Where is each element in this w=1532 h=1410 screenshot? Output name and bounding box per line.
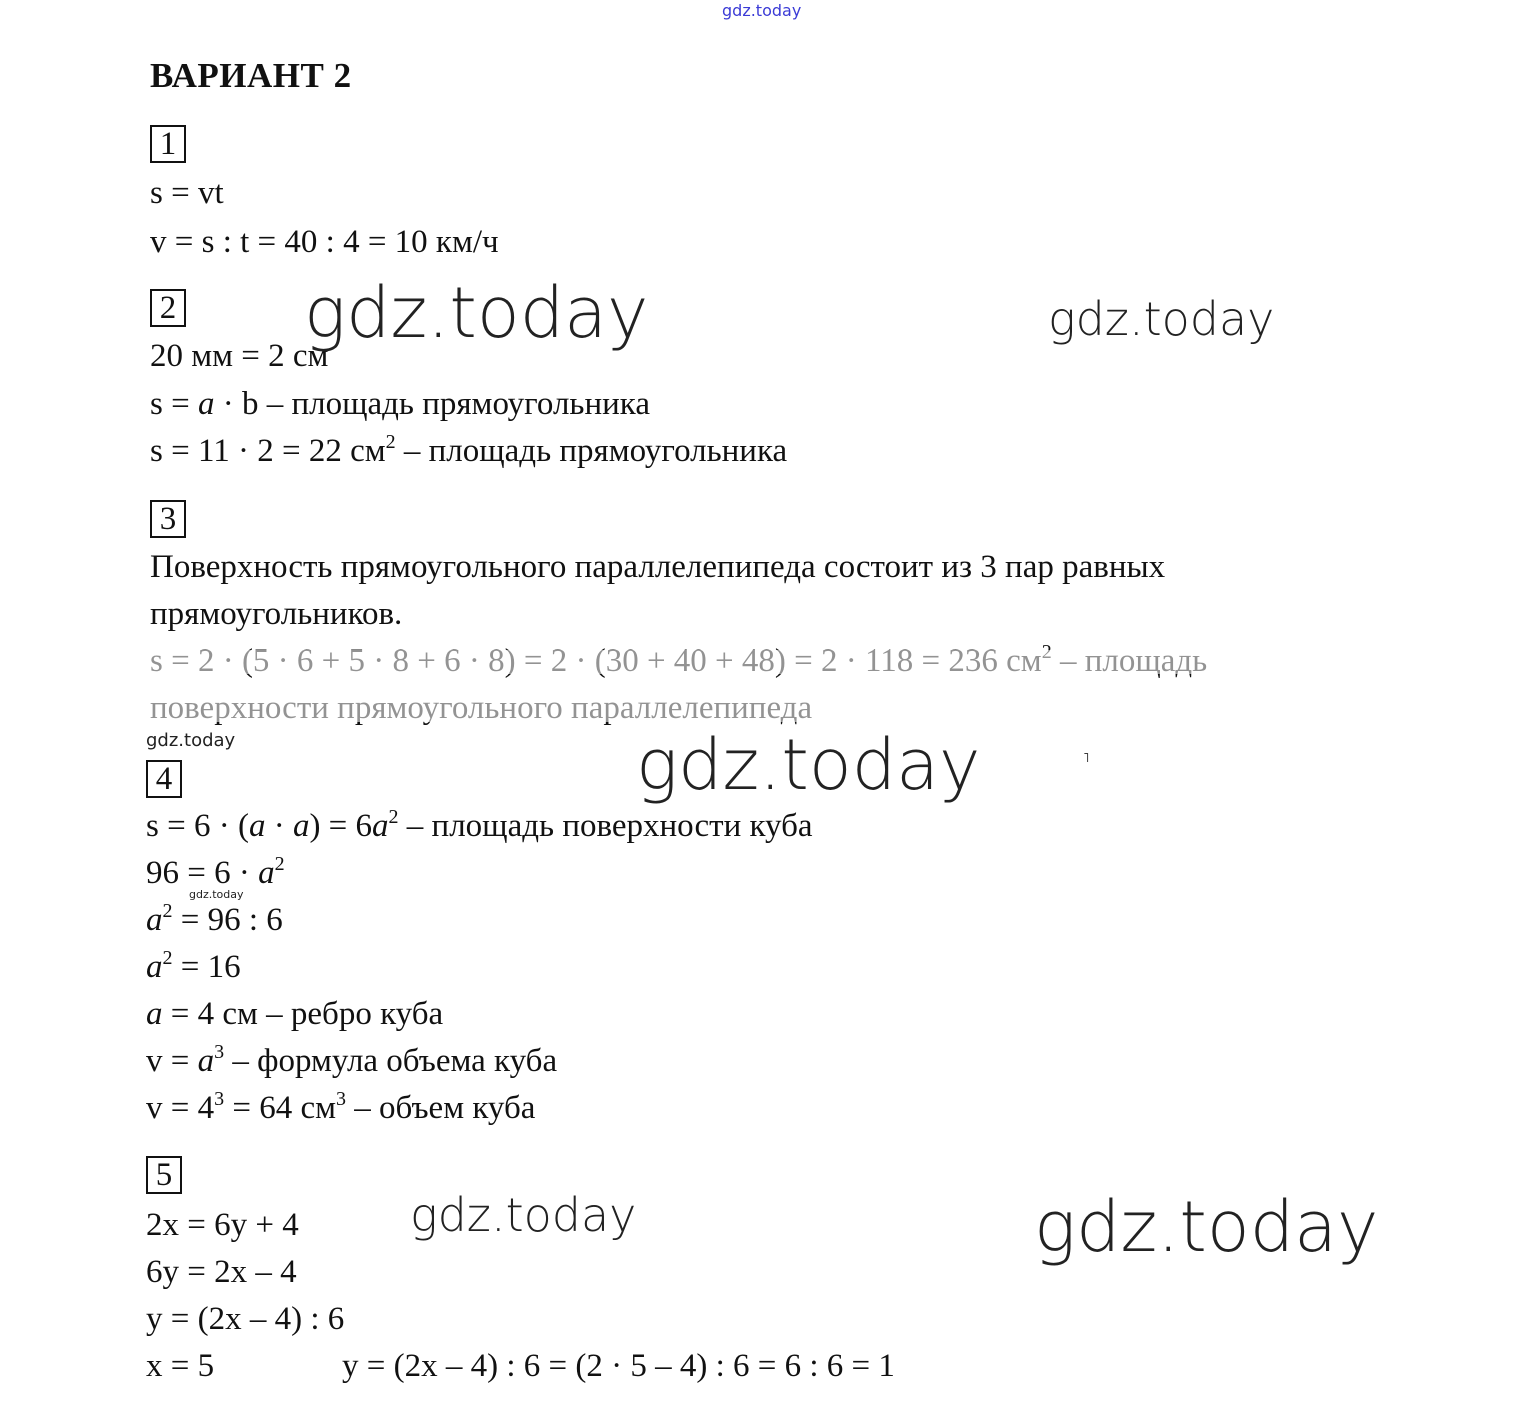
task4-line5: a = 4 см – ребро куба: [146, 996, 444, 1032]
task3-line2: прямоугольников.: [150, 596, 403, 632]
task4-line6: $v = a^3$ – формула объема куба: [146, 1041, 558, 1079]
task4-line1: $s = 6 \cdot (a \cdot a) = 6a^2$ – площадь поверхности куба: [146, 806, 813, 844]
task1-line1: s = vt: [150, 175, 224, 211]
task5-line1: 2x = 6y + 4: [146, 1207, 299, 1243]
task-number-4: 4: [146, 760, 182, 798]
task1-line2: v = s : t = 40 : 4 = 10 км/ч: [150, 224, 499, 260]
task2-line3: s = 11 · 2 = 22 $см^2$ – площадь прямоугольника: [150, 431, 788, 469]
watermark-large: gdz.today: [636, 724, 981, 806]
task-number-3: 3: [150, 500, 186, 538]
watermark-large: gdz.today: [304, 272, 649, 354]
task4-line7: $v = 4^3 = 64$ $см^3$ – объем куба: [146, 1088, 536, 1126]
stray-mark: ˥: [1083, 751, 1090, 766]
task2-line2: s = a · b – площадь прямоугольника: [150, 386, 650, 422]
task4-line2: $96 = 6 \cdot a^2$: [146, 853, 285, 891]
task5-line3: y = (2x – 4) : 6: [146, 1301, 345, 1337]
watermark-small: gdz.today: [146, 730, 236, 751]
watermark-top-link[interactable]: gdz.today: [722, 1, 802, 20]
task5-line4-y: y = (2x – 4) : 6 = (2 · 5 – 4) : 6 = 6 : 6 = 1: [342, 1348, 895, 1384]
task4-line4: $a^2 = 16$: [146, 947, 241, 985]
watermark-medium: gdz.today: [410, 1188, 637, 1242]
watermark-tiny: gdz.today: [189, 888, 244, 901]
task5-line2: 6y = 2x – 4: [146, 1254, 297, 1290]
task-number-5: 5: [146, 1156, 182, 1194]
scan-fade-band: [148, 698, 1398, 722]
watermark-large: gdz.today: [1034, 1186, 1379, 1268]
task3-line1: Поверхность прямоугольного параллелепипеда состоит из 3 пар равных: [150, 549, 1166, 585]
task2-line1: 20 мм = 2 см: [150, 338, 329, 374]
task5-line4-x: x = 5: [146, 1348, 215, 1384]
watermark-medium: gdz.today: [1048, 292, 1275, 346]
scan-fade-band: [148, 650, 1398, 674]
page-title: ВАРИАНТ 2: [150, 56, 352, 95]
task-number-1: 1: [150, 125, 186, 163]
task4-line3: $a^2 = 96$ : 6: [146, 900, 283, 938]
task-number-2: 2: [150, 289, 186, 327]
